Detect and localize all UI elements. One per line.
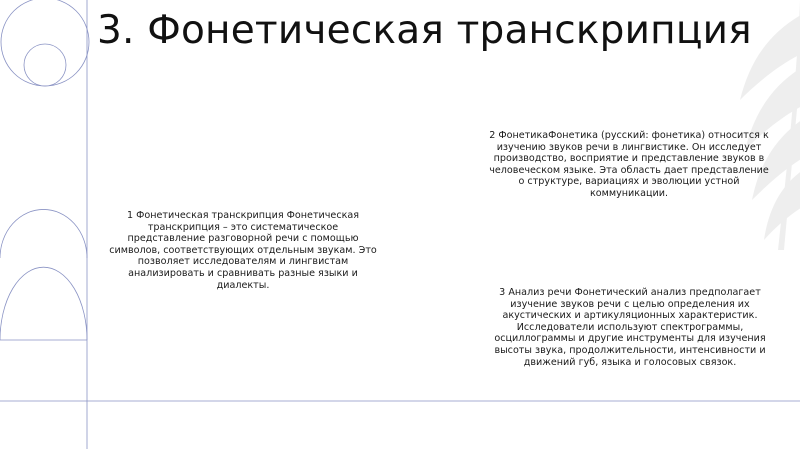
deco-arch-lower <box>0 267 87 340</box>
text-block-phonetic-transcription: 1 Фонетическая транскрипция Фонетическая транскрипция – это систематическое представление разговорной речи с помощью символов, соответствующих отдельным звукам. Это позволяет исследователям и лингвистам анализировать и сравнивать разные языки и диалекты. <box>109 210 377 291</box>
deco-circle-large <box>1 0 89 86</box>
slide-title: 3. Фонетическая транскрипция <box>97 8 752 53</box>
deco-arch-upper <box>0 209 87 258</box>
deco-circle-small <box>24 44 66 86</box>
text-block-speech-analysis: 3 Анализ речи Фонетический анализ предполагает изучение звуков речи с целью определения их акустических и артикуляционных характеристик. Исследователи используют спектрограммы, осциллограммы и другие инструменты для изучения высоты звука, продолжительности, интенсивности и движений губ, языка и голосовых связок. <box>494 287 766 368</box>
text-block-phonetics: 2 ФонетикаФонетика (русский: фонетика) относится к изучению звуков речи в лингвистике. Он исследует производство, восприятие и представление звуков в человеческом языке. Эта область дает представление о структуре, вариациях и эволюции устной коммуникации. <box>489 130 769 199</box>
